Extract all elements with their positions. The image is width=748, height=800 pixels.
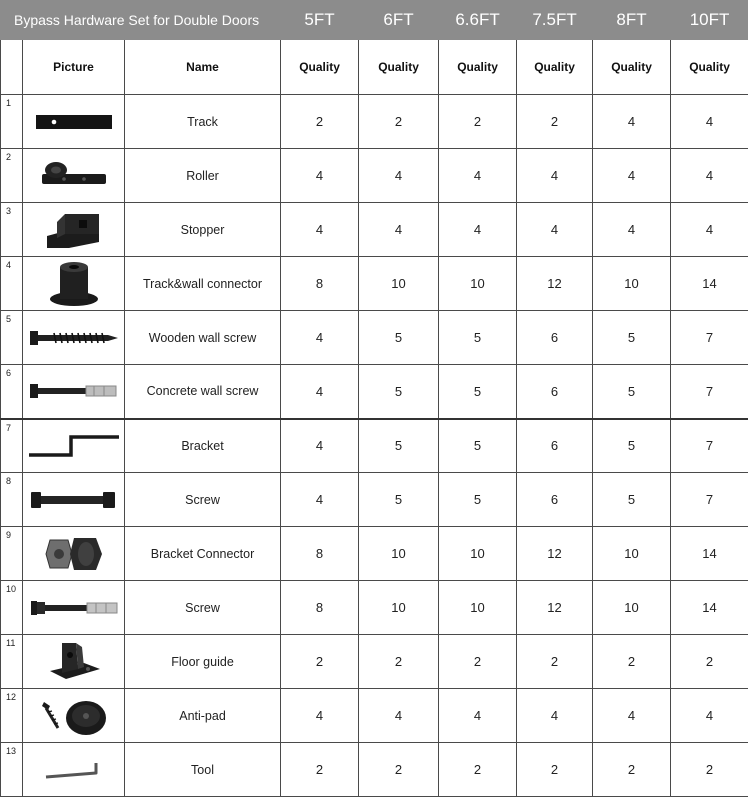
quantity-cell: 8: [281, 527, 359, 581]
item-name: Bracket: [125, 419, 281, 473]
quantity-cell: 6: [517, 365, 593, 419]
quantity-cell: 14: [671, 581, 748, 635]
quantity-cell: 4: [671, 95, 748, 149]
quantity-cell: 2: [593, 635, 671, 689]
quantity-cell: 6: [517, 419, 593, 473]
table-row: [1, 635, 748, 689]
quantity-cell: 8: [281, 581, 359, 635]
quantity-cell: 5: [439, 419, 517, 473]
size-header: 5FT: [281, 1, 359, 40]
row-number: 7: [1, 419, 23, 473]
quality-header: Quality: [517, 40, 593, 95]
quantity-cell: 5: [593, 473, 671, 527]
row-number: 4: [1, 257, 23, 311]
anti-pad-icon: [23, 689, 125, 743]
quantity-cell: 4: [281, 365, 359, 419]
row-number: 8: [1, 473, 23, 527]
hex-bolt-icon: [23, 473, 125, 527]
table-row: [1, 365, 748, 419]
quantity-cell: 5: [439, 473, 517, 527]
size-header: 8FT: [593, 1, 671, 40]
item-name: Screw: [125, 473, 281, 527]
item-name: Tool: [125, 743, 281, 797]
track-icon: [23, 95, 125, 149]
quantity-cell: 4: [281, 149, 359, 203]
row-number: 2: [1, 149, 23, 203]
table-row: [1, 203, 748, 257]
quantity-cell: 4: [593, 689, 671, 743]
quantity-cell: 6: [517, 473, 593, 527]
quantity-cell: 4: [281, 311, 359, 365]
item-name: Roller: [125, 149, 281, 203]
quantity-cell: 2: [359, 635, 439, 689]
table-title: Bypass Hardware Set for Double Doors: [1, 1, 281, 40]
quantity-cell: 10: [593, 527, 671, 581]
row-number: 9: [1, 527, 23, 581]
name-header: Name: [125, 40, 281, 95]
quantity-cell: 10: [359, 581, 439, 635]
quantity-cell: 4: [671, 203, 748, 257]
quantity-cell: 7: [671, 365, 748, 419]
quantity-cell: 12: [517, 581, 593, 635]
quantity-cell: 5: [359, 419, 439, 473]
quantity-cell: 4: [517, 689, 593, 743]
quantity-cell: 2: [359, 95, 439, 149]
table-row: [1, 473, 748, 527]
item-name: Concrete wall screw: [125, 365, 281, 419]
quantity-cell: 2: [359, 743, 439, 797]
quantity-cell: 14: [671, 527, 748, 581]
bolt-anchor-icon: [23, 581, 125, 635]
roller-icon: [23, 149, 125, 203]
quantity-cell: 14: [671, 257, 748, 311]
quantity-cell: 4: [359, 689, 439, 743]
quantity-cell: 4: [281, 689, 359, 743]
quantity-cell: 2: [281, 95, 359, 149]
quantity-cell: 4: [593, 95, 671, 149]
quantity-cell: 2: [517, 743, 593, 797]
quantity-cell: 4: [671, 149, 748, 203]
row-number: 3: [1, 203, 23, 257]
size-header: 10FT: [671, 1, 748, 40]
quantity-cell: 4: [359, 149, 439, 203]
quantity-cell: 5: [359, 365, 439, 419]
row-number: 13: [1, 743, 23, 797]
quantity-cell: 4: [517, 203, 593, 257]
picture-header: Picture: [23, 40, 125, 95]
lag-screw-icon: [23, 311, 125, 365]
item-name: Anti-pad: [125, 689, 281, 743]
quantity-cell: 4: [593, 149, 671, 203]
quantity-cell: 2: [439, 95, 517, 149]
quantity-cell: 2: [671, 743, 748, 797]
quantity-cell: 7: [671, 419, 748, 473]
quantity-cell: 12: [517, 527, 593, 581]
quantity-cell: 10: [359, 527, 439, 581]
quantity-cell: 4: [517, 149, 593, 203]
quantity-cell: 4: [359, 203, 439, 257]
quantity-cell: 10: [439, 257, 517, 311]
quantity-cell: 5: [593, 311, 671, 365]
quantity-cell: 10: [593, 257, 671, 311]
quantity-cell: 8: [281, 257, 359, 311]
quantity-cell: 5: [439, 311, 517, 365]
quantity-cell: 2: [281, 743, 359, 797]
quantity-cell: 4: [439, 689, 517, 743]
size-header: 6.6FT: [439, 1, 517, 40]
floor-guide-icon: [23, 635, 125, 689]
row-number: 1: [1, 95, 23, 149]
quantity-cell: 5: [359, 473, 439, 527]
quantity-cell: 4: [281, 473, 359, 527]
quantity-cell: 5: [439, 365, 517, 419]
quantity-cell: 4: [281, 203, 359, 257]
anchor-bolt-icon: [23, 365, 125, 419]
table-row: [1, 743, 748, 797]
row-number: 12: [1, 689, 23, 743]
quantity-cell: 12: [517, 257, 593, 311]
table-row: [1, 419, 748, 473]
quantity-cell: 6: [517, 311, 593, 365]
quantity-cell: 4: [593, 203, 671, 257]
quality-header: Quality: [359, 40, 439, 95]
quantity-cell: 2: [671, 635, 748, 689]
nut-bolt-icon: [23, 527, 125, 581]
item-name: Wooden wall screw: [125, 311, 281, 365]
table-row: [1, 149, 748, 203]
quantity-cell: 10: [439, 581, 517, 635]
item-name: Screw: [125, 581, 281, 635]
quantity-cell: 4: [671, 689, 748, 743]
table-row: [1, 581, 748, 635]
table-row: [1, 95, 748, 149]
row-number: 5: [1, 311, 23, 365]
quantity-cell: 10: [593, 581, 671, 635]
quantity-cell: 2: [593, 743, 671, 797]
quality-header: Quality: [593, 40, 671, 95]
table-row: [1, 257, 748, 311]
hex-key-icon: [23, 743, 125, 797]
index-header: [1, 40, 23, 95]
row-number: 11: [1, 635, 23, 689]
quantity-cell: 2: [517, 95, 593, 149]
quality-header: Quality: [281, 40, 359, 95]
quantity-cell: 5: [593, 365, 671, 419]
item-name: Track: [125, 95, 281, 149]
quantity-cell: 2: [517, 635, 593, 689]
row-number: 10: [1, 581, 23, 635]
stopper-icon: [23, 203, 125, 257]
spacer-icon: [23, 257, 125, 311]
quantity-cell: 2: [439, 635, 517, 689]
size-header: 6FT: [359, 1, 439, 40]
item-name: Floor guide: [125, 635, 281, 689]
row-number: 6: [1, 365, 23, 419]
quantity-cell: 4: [281, 419, 359, 473]
size-header: 7.5FT: [517, 1, 593, 40]
table-row: [1, 527, 748, 581]
column-header-row: [1, 40, 748, 95]
quantity-cell: 10: [359, 257, 439, 311]
quantity-cell: 10: [439, 527, 517, 581]
table-row: [1, 689, 748, 743]
item-name: Bracket Connector: [125, 527, 281, 581]
quantity-cell: 5: [359, 311, 439, 365]
quantity-cell: 2: [281, 635, 359, 689]
quality-header: Quality: [671, 40, 748, 95]
quantity-cell: 7: [671, 473, 748, 527]
quantity-cell: 7: [671, 311, 748, 365]
quantity-cell: 4: [439, 203, 517, 257]
quality-header: Quality: [439, 40, 517, 95]
table-row: [1, 311, 748, 365]
title-row: [1, 1, 748, 40]
item-name: Track&wall connector: [125, 257, 281, 311]
quantity-cell: 5: [593, 419, 671, 473]
z-bracket-icon: [23, 419, 125, 473]
quantity-cell: 4: [439, 149, 517, 203]
item-name: Stopper: [125, 203, 281, 257]
quantity-cell: 2: [439, 743, 517, 797]
